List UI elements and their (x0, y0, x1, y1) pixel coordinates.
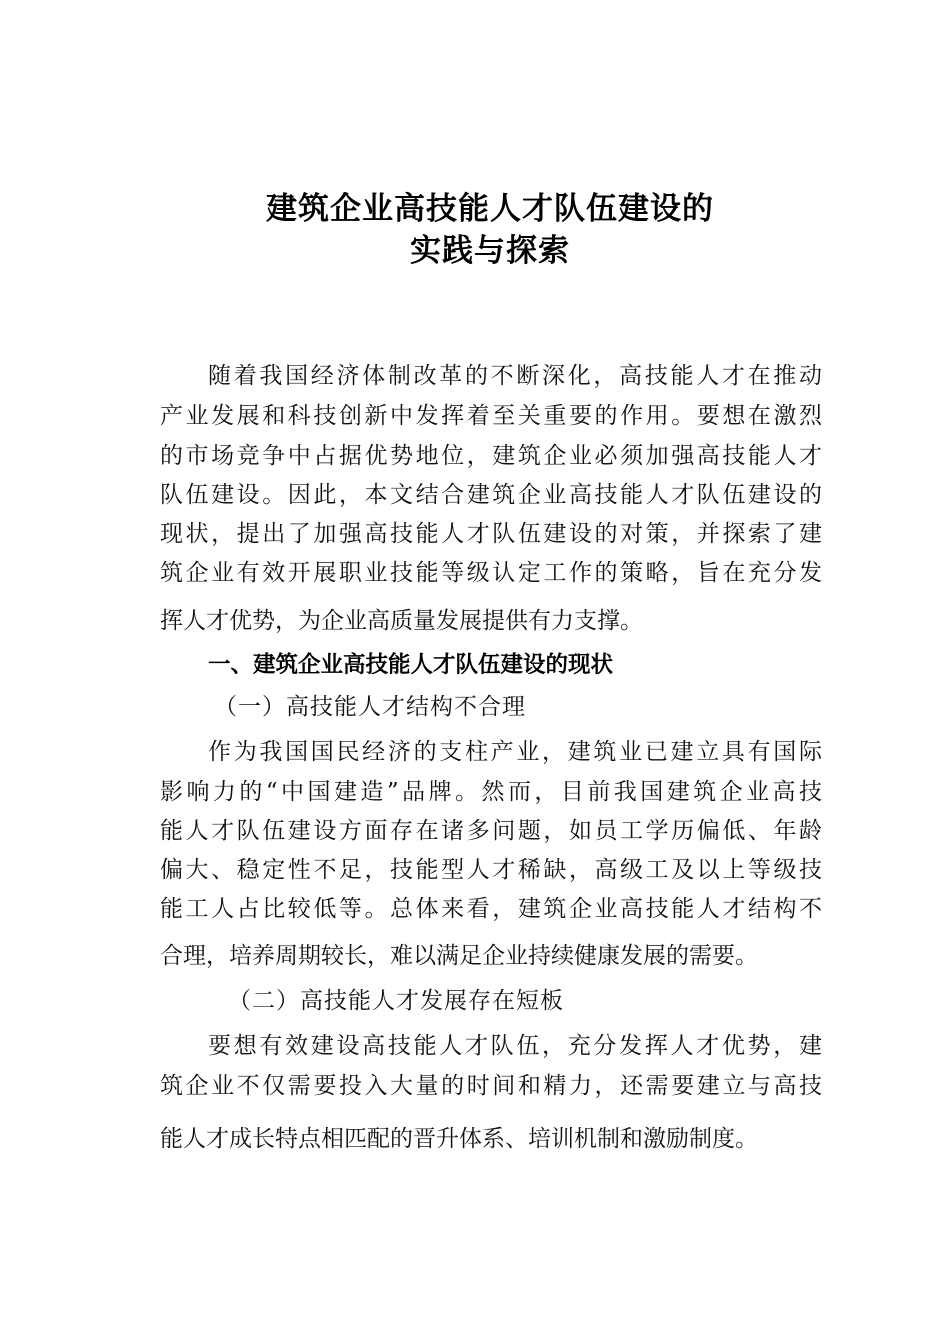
subsection-heading: （一）高技能人才结构不合理 (214, 694, 526, 720)
paragraph-line: 偏大、稳定性不足，技能型人才稀缺，高级工及以上等级技 (160, 857, 822, 883)
paragraph-line: 作为我国国民经济的支柱产业，建筑业已建立具有国际 (208, 739, 822, 765)
intro-line: 的市场竞争中占据优势地位，建筑企业必须加强高技能人才 (160, 443, 822, 469)
intro-line: 队伍建设。因此，本文结合建筑企业高技能人才队伍建设的 (160, 482, 822, 508)
paragraph-line: 影响力的“中国建造”品牌。然而，目前我国建筑企业高技 (160, 779, 822, 805)
document-title-line-1: 建筑企业高技能人才队伍建设的 (266, 191, 714, 227)
paragraph-line: 能人才成长特点相匹配的晋升体系、培训机制和激励制度。 (160, 1126, 758, 1152)
section-heading: 一、建筑企业高技能人才队伍建设的现状 (208, 652, 614, 678)
document-title-line-2: 实践与探索 (410, 233, 570, 269)
intro-line: 筑企业有效开展职业技能等级认定工作的策略，旨在充分发 (160, 560, 822, 586)
subsection-heading: （二）高技能人才发展存在短板 (228, 988, 564, 1014)
paragraph-line: 合理，培养周期较长，难以满足企业持续健康发展的需要。 (160, 943, 758, 969)
paragraph-line: 能工人占比较低等。总体来看，建筑企业高技能人才结构不 (160, 896, 822, 922)
paragraph-line: 筑企业不仅需要投入大量的时间和精力，还需要建立与高技 (160, 1073, 822, 1099)
paragraph-line: 能人才队伍建设方面存在诸多问题，如员工学历偏低、年龄 (160, 818, 822, 844)
intro-line: 产业发展和科技创新中发挥着至关重要的作用。要想在激烈 (160, 403, 822, 429)
paragraph-line: 要想有效建设高技能人才队伍，充分发挥人才优势，建 (208, 1033, 822, 1059)
intro-line: 现状，提出了加强高技能人才队伍建设的对策，并探索了建 (160, 521, 822, 547)
intro-line: 随着我国经济体制改革的不断深化，高技能人才在推动 (208, 363, 822, 389)
intro-line: 挥人才优势，为企业高质量发展提供有力支撑。 (160, 608, 643, 634)
